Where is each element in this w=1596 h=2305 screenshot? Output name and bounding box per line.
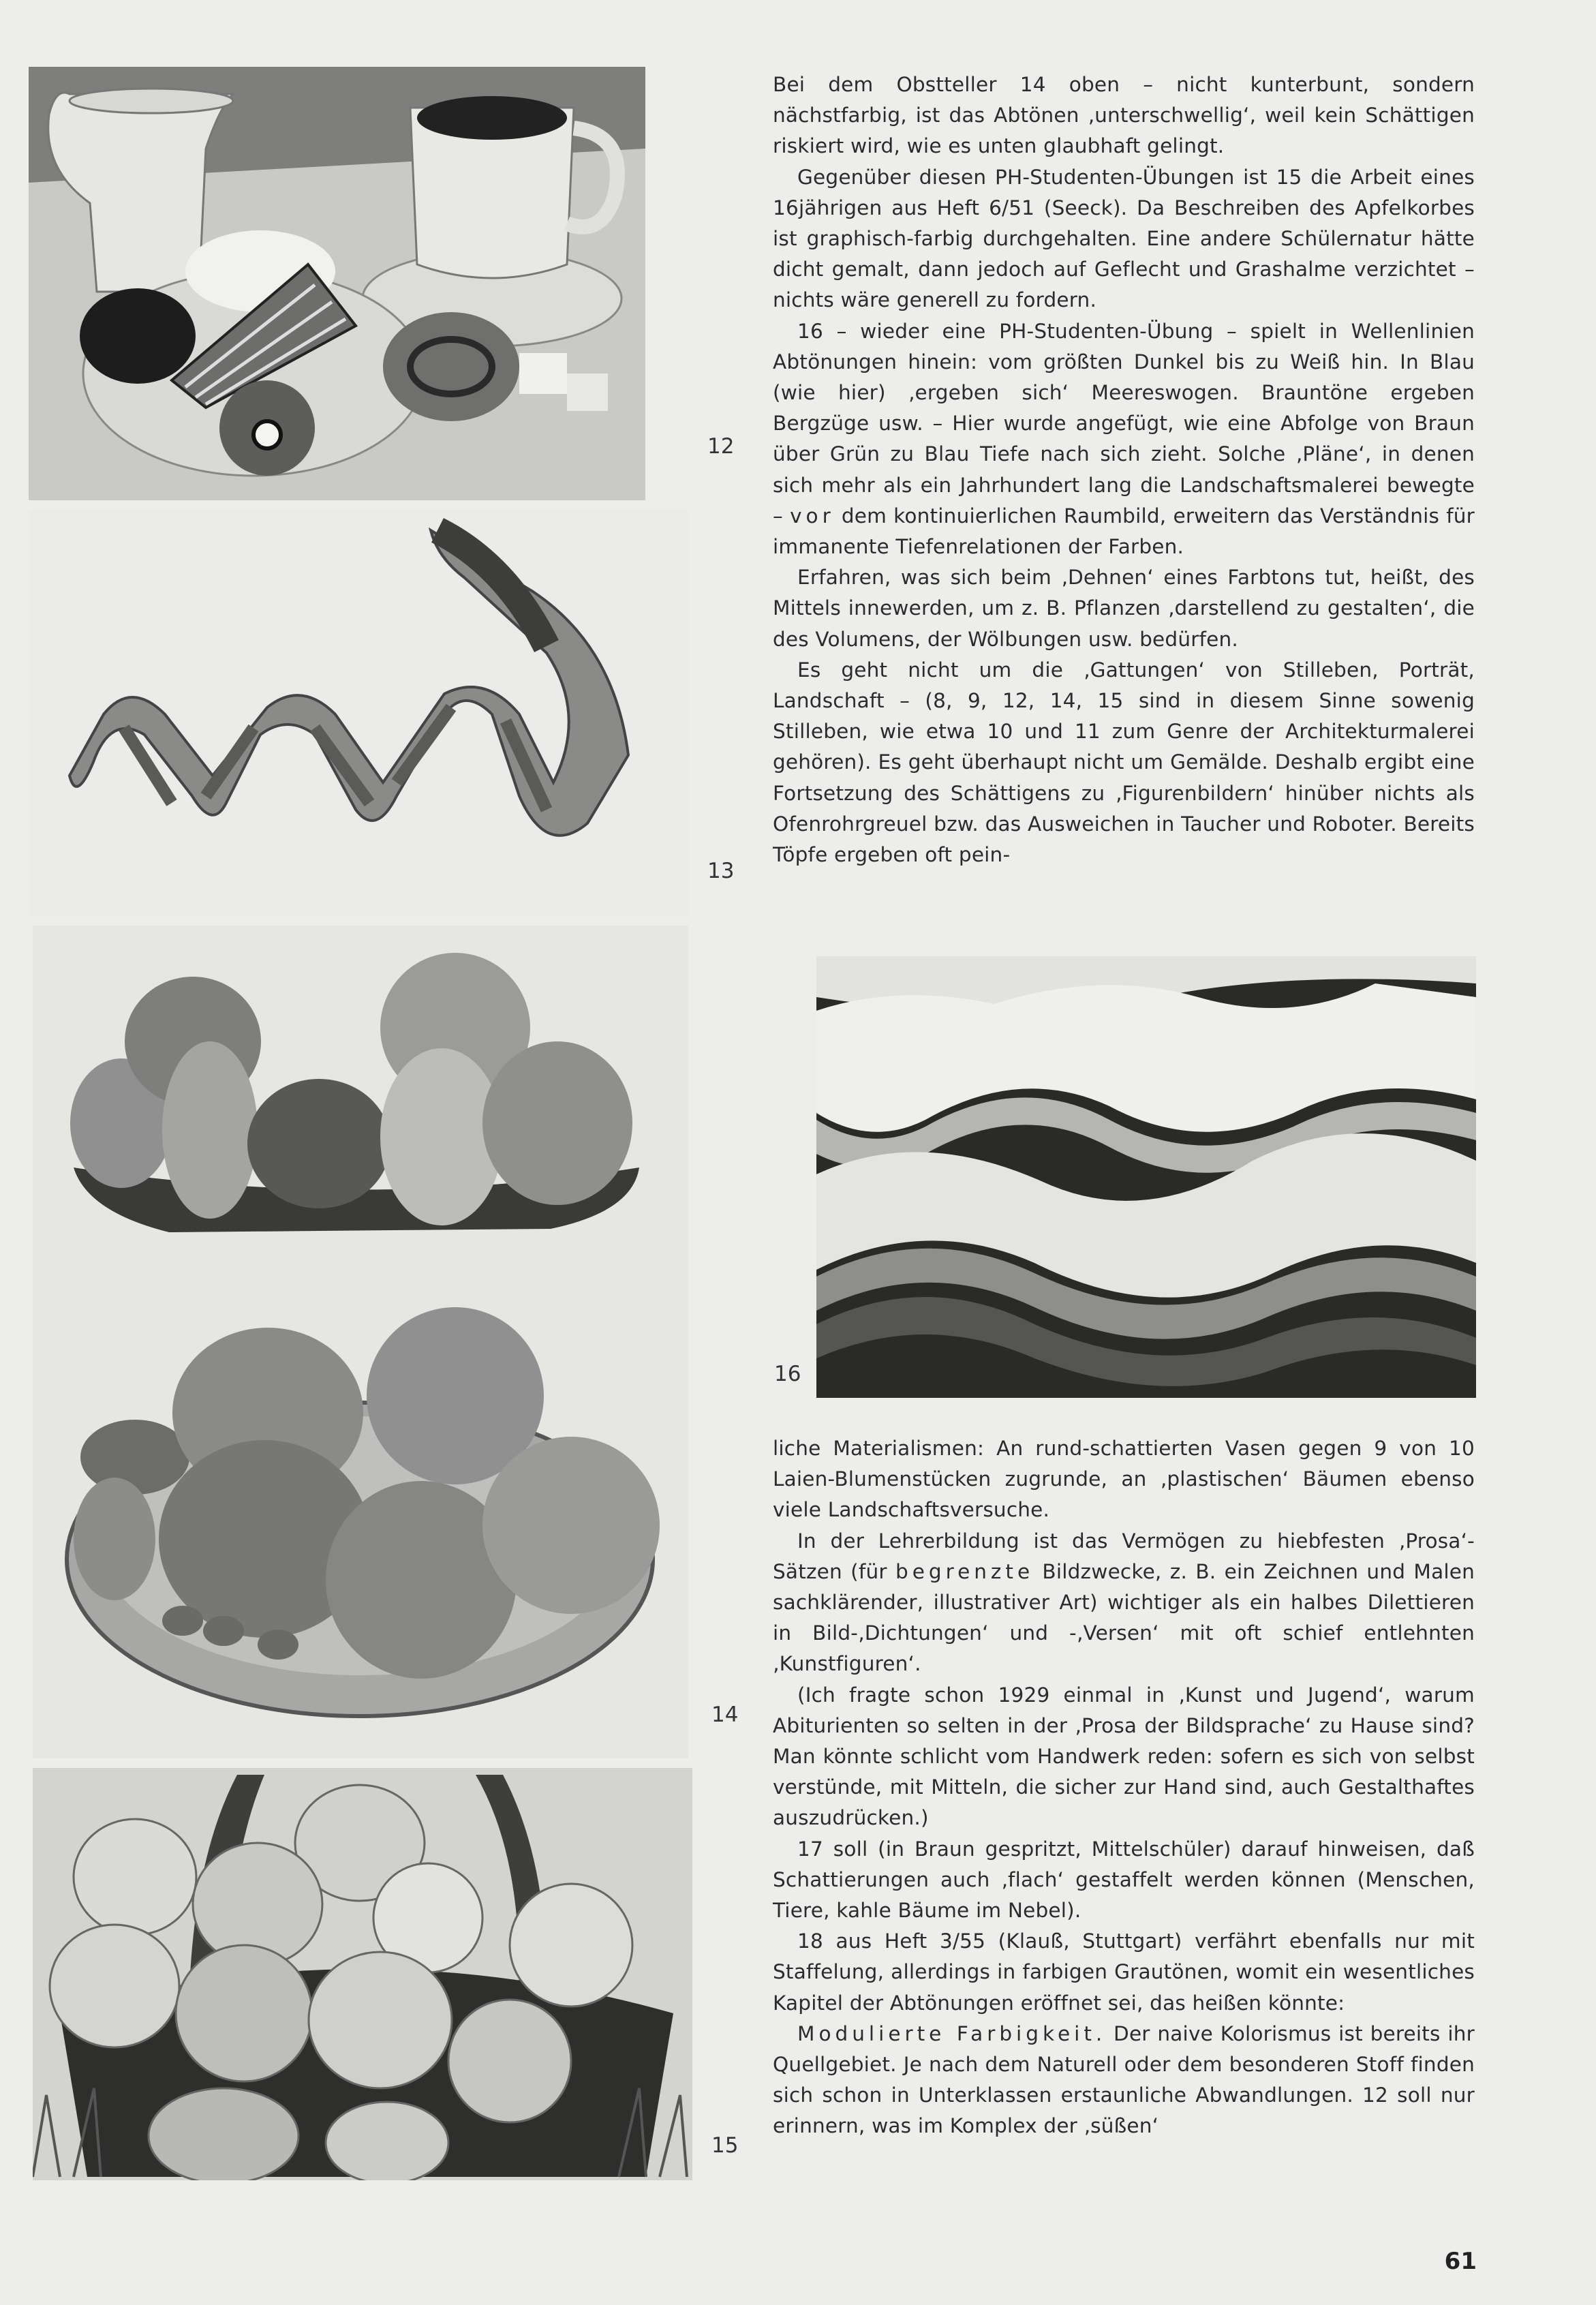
paragraph: Es geht nicht um die ‚Gattungen‘ von Stilleben, Porträt, Landschaft – (8, 9, 12, 14, 15 sind in diesem Sinne sowenig Stilleben, wie etwa 10 und 11 zum Genre der Architekturmalerei gehören). Es geht überhaupt nicht um Gemälde. Deshalb ergibt eine Fortsetzung des Schättigens zu ‚Figurenbildern‘ hinüber nichts als Ofenrohrgreuel bzw. das Ausweichen in Taucher und Roboter. Bereits Töpfe ergeben oft pein- [773,658,1475,867]
spaced-emphasis: begrenzte [895,1559,1034,1583]
paragraph: 18 aus Heft 3/55 (Klauß, Stuttgart) verfährt ebenfalls nur mit Staffelung, allerdings in farbigen Grautönen, womit ein wesentliches Kapitel der Abtönungen eröffnet sei, das heißen könnte: [773,1929,1475,2015]
paragraph: In der Lehrerbildung ist das Vermögen zu hiebfesten ‚Prosa‘-Sätzen (für begrenzte Bildzwecke, z. B. ein Zeichnen und Malen sachklärender, illustrativer Art) wichtiger als ein halbes Dilettieren in Bild-‚Dichtungen‘ und -‚Versen‘ mit oft schief entlehnten ‚Kunstfiguren‘. [773,1529,1475,1676]
paragraph: liche Materialismen: An rund-schattierten Vasen gegen 9 von 10 Laien-Blumenstücken zugrunde, an ‚plastischen‘ Bäumen ebenso viele Landschaftsversuche. [773,1437,1475,1522]
figure-label-14: 14 [711,1703,739,1727]
page-number: 61 [1444,2248,1477,2275]
text-column-lower [773,1433,1475,2142]
figure-13-ribbon [29,510,688,915]
text-column-upper [773,70,1475,870]
paragraph: Gegenüber diesen PH-Studenten-Übungen ist 15 die Arbeit eines 16jährigen aus Heft 6/51 (Seeck). Da Beschreiben des Apfelkorbes ist graphisch-farbig durchgehalten. Eine andere Schülernatur hätte dicht gemalt, dann jedoch auf Geflecht und Grashalme verzichtet – nichts wäre generell zu fordern. [773,165,1475,312]
paragraph: Bei dem Obstteller 14 oben – nicht kunterbunt, sondern nächstfarbig, ist das Abtönen ‚unterschwellig‘, weil kein Schättigen riskiert wird, wie es unten glaubhaft gelingt. [773,73,1475,158]
figure-15-apple-basket [33,1768,692,2180]
figure-label-15: 15 [711,2133,739,2158]
spaced-emphasis: vor [790,504,835,528]
figure-12-still-life [29,67,645,500]
paragraph: Erfahren, was sich beim ‚Dehnen‘ eines Farbtons tut, heißt, des Mittels innewerden, um z. B. Pflanzen ‚darstellend zu gestalten‘, die des Volumens, der Wölbungen usw. bedürfen. [773,566,1475,651]
figure-label-13: 13 [707,859,735,883]
figure-label-16: 16 [774,1362,801,1386]
figure-14-fruit-bowls [33,926,688,1758]
figure-16-wave-lines [816,956,1476,1398]
paragraph: Modulierte Farbigkeit. Der naive Kolorismus ist bereits ihr Quellgebiet. Je nach dem Naturell oder dem besonderen Stoff finden sich schon in Unterklassen erstaunliche Abwandlungen. 12 soll nur erinnern, was im Komplex der ‚süßen‘ [773,2021,1475,2138]
paragraph: (Ich fragte schon 1929 einmal in ‚Kunst und Jugend‘, warum Abiturienten so selten in der ‚Prosa der Bildsprache‘ zu Hause sind? Man könnte schlicht vom Handwerk reden: sofern es sich von selbst verstünde, mit Mitteln, die sicher zur Hand sind, auch Gestalthaftes auszudrücken.) [773,1683,1475,1830]
paragraph: 17 soll (in Braun gespritzt, Mittelschüler) darauf hinweisen, daß Schattierungen auch ‚flach‘ gestaffelt werden können (Menschen, Tiere, kahle Bäume im Nebel). [773,1837,1475,1923]
figure-label-12: 12 [707,434,735,459]
paragraph: 16 – wieder eine PH-Studenten-Übung – spielt in Wellenlinien Abtönungen hinein: vom größten Dunkel bis zu Weiß hin. In Blau (wie hier) ‚ergeben sich‘ Meereswogen. Brauntöne ergeben Bergzüge usw. – Hier wurde angefügt, wie eine Abfolge von Braun über Grün zu Blau Tiefe nach sich zieht. Solche ‚Pläne‘, in denen sich mehr als ein Jahrhundert lang die Landschaftsmalerei bewegte – vor dem kontinuierlichen Raumbild, erweitern das Verständnis für immanente Tiefenrelationen der Farben. [773,319,1475,559]
spaced-emphasis: Modulierte Farbigkeit. [797,2021,1107,2045]
